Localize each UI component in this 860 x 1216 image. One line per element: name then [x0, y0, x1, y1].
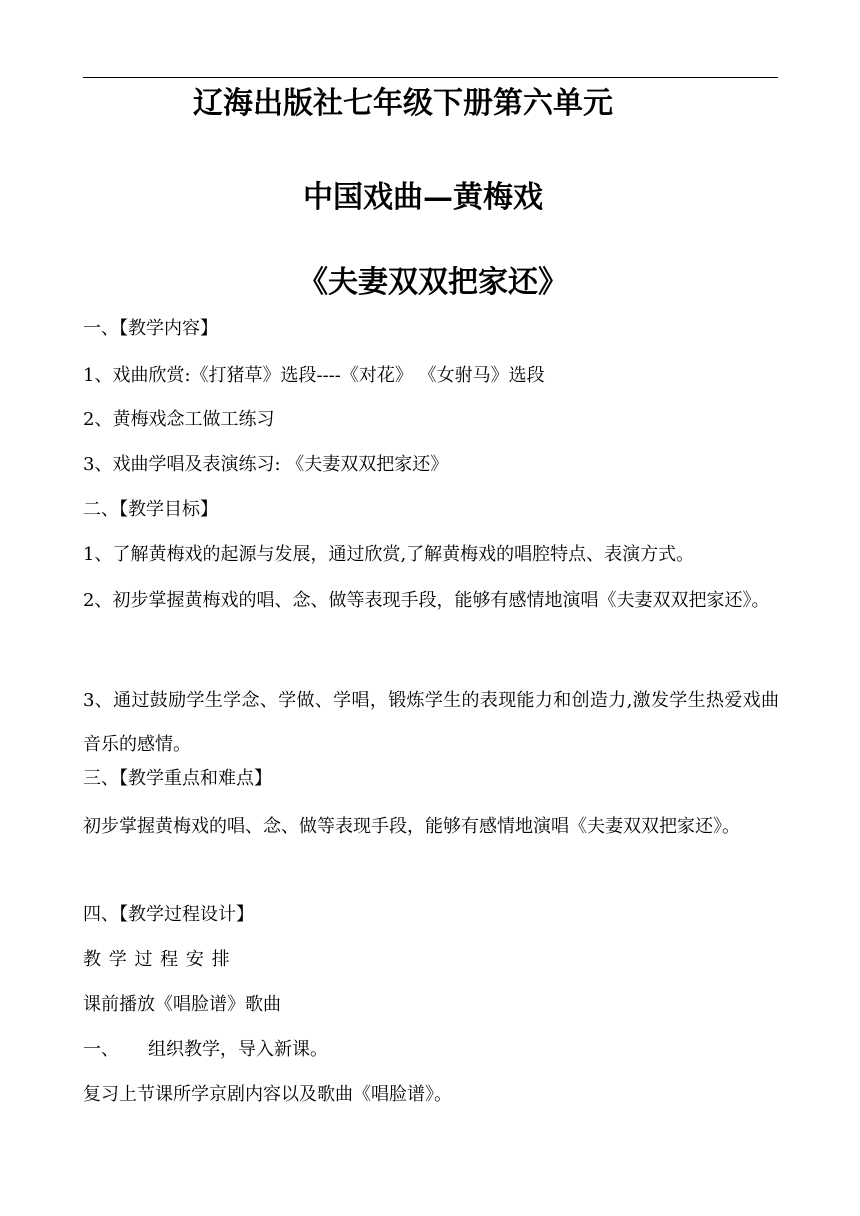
- document-title: 辽海出版社七年级下册第六单元: [193, 86, 613, 121]
- process-pre-class: 课前播放《唱脸谱》歌曲: [83, 994, 281, 1015]
- goal-item: 1、了解黄梅戏的起源与发展，通过欣赏,了解黄梅戏的唱腔特点、表演方式。: [83, 544, 695, 565]
- process-subheading: 教 学 过 程 安 排: [83, 949, 231, 970]
- focus-text: 初步掌握黄梅戏的唱、念、做等表现手段，能够有感情地演唱《夫妻双双把家还》。: [83, 816, 740, 837]
- header-rule: [83, 77, 778, 78]
- step-text: 组织教学，导入新课。: [148, 1039, 328, 1060]
- document-subtitle: 中国戏曲—黄梅戏: [303, 180, 543, 215]
- section-heading-goals: 二、【教学目标】: [83, 499, 218, 520]
- content-item: 2、黄梅戏念工做工练习: [83, 409, 275, 430]
- goal-item: 3、通过鼓励学生学念、学做、学唱，锻炼学生的表现能力和创造力,激发学生热爱戏曲音乐的感情。: [83, 690, 779, 755]
- step-number: 一、: [83, 1039, 119, 1060]
- content-item: 3、戏曲学唱及表演练习: 《夫妻双双把家还》: [83, 454, 449, 475]
- section-heading-content: 一、【教学内容】: [83, 318, 218, 339]
- goal-item: 2、初步掌握黄梅戏的唱、念、做等表现手段，能够有感情地演唱《夫妻双双把家还》。: [83, 590, 770, 611]
- content-item: 1、戏曲欣赏:《打猪草》选段----《对花》 《女驸马》选段: [83, 365, 545, 386]
- song-title: 《夫妻双双把家还》: [298, 265, 568, 300]
- step-detail: 复习上节课所学京剧内容以及歌曲《唱脸谱》。: [83, 1084, 452, 1105]
- section-heading-focus: 三、【教学重点和难点】: [83, 768, 272, 789]
- section-heading-process: 四、【教学过程设计】: [83, 904, 254, 925]
